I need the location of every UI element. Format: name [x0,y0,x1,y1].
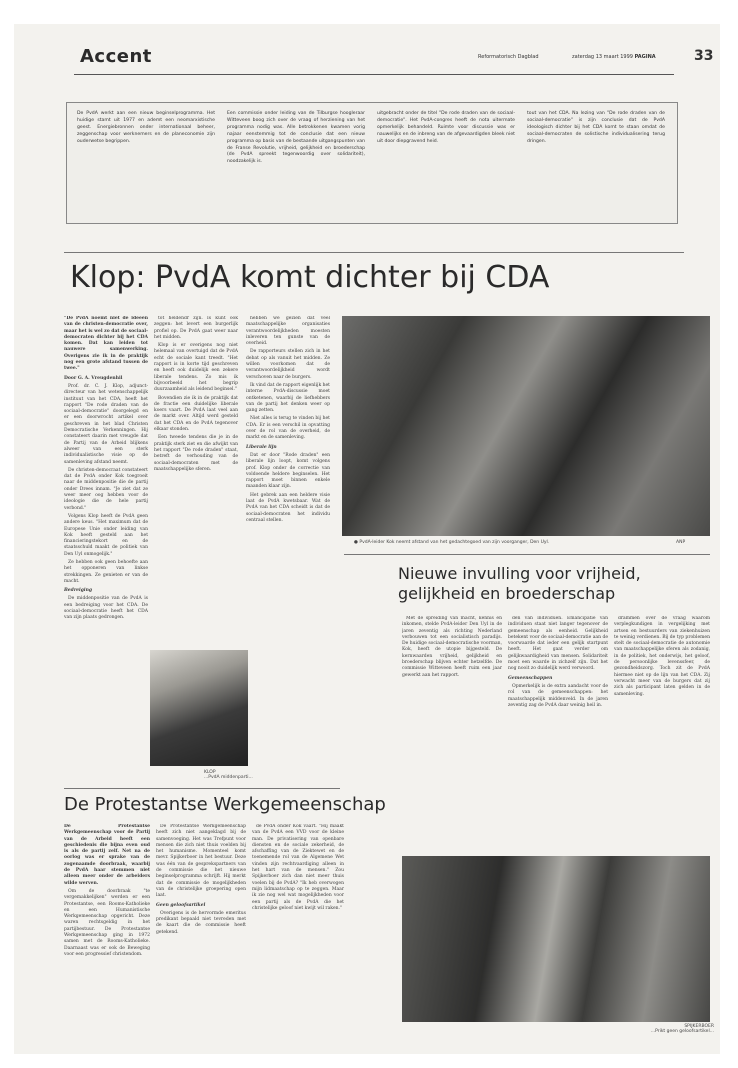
header-rule [74,74,674,75]
article1-paragraph: Bovendien zie ik in de praktijk dat de fractie een duidelijke liberale koers vaart. De PvdA laat veel aan de markt over. Altijd werd gesteld dat het CDA en de PvdA tegenover elkaar stonden. [154,395,238,433]
article1-lead: "De PvdA noemt niet de ideeën van de christen-democratie over, maar het is wel zo dat de sociaal-democraten dichter bij het CDA komen. Dat kan leiden tot nauwere samenwerking. Overigens zie ik in de praktijk nog een grote afstand tussen de twee." [64,316,148,372]
article1-paragraph: hebben we gezien dat veel maatschappelijke organisaties verantwoordelijkheden moesten inleveren ten gunste van de overheid. [246,316,330,347]
spijkerboer-photo-caption: SPIJKERBOER ...Prikt geen geloofsartikel... [650,1024,714,1034]
article1-paragraph: Ze hebben ook geen behoefte aan het opponeren van linkse strekkingen. Ze genieten er van de macht. [64,559,148,584]
article2-paragraph: den van individuen. Emancipatie van individuen staat niet langer tegenover de gemeenschap als eenheid. Gelijkheid betekent voor de sociaal-democratie aan de voorwaarde dat ieder een gelijk startpunt heeft. Het gaat verder om gelijkwaardigheid van mensen. Solidariteit moet een waarde in zichzelf zijn. Dat het nog nooit zo duidelijk werd verwoord. [508,616,608,672]
article3-paragraph: De Protestantse Werkgemeenschap heeft zich niet aangeklagd bij de samenvoeging. Het was Trefpunt voor mensen die zich niet thuis voelden bij het humanisme. Momenteel komt mevr. Spijkerboer in het bestuur. Deze was één van de gesprekspartners van de commissie die het nieuwe beginselprogramma schrijft. Hij merkt dat de commissie de mogelijkheden van de christelijke groepering open laat. [156,824,246,899]
article1-paragraph: Niet alles is terug te vinden bij het CDA. Er is een verschil in opvatting over de rol van de overheid, de markt en de samenleving. [246,416,330,441]
article2-paragraph: Met de spreiding van macht, kennis en inkomen, stelde PvdA-leider Den Uyl in de jaren zeventig als richting Nederland verbouwen tot een socialistisch paradijs. De huidige sociaal-democratische voorman, Kok, heeft de utopie bijgesteld. De kernwaarden vrijheid, gelijkheid en broederschap blijven echter hetzelfde. De commissie Witteveen heeft ruim een jaar gewerkt aan het rapport. [402,616,502,678]
article3-subhead: Geen geloofsartikel [156,902,206,908]
article1-subhead: Bedreiging [64,588,93,594]
article3-paragraph: de PvdA onder Kok vaart. "Hij maakt van de PvdA een VVD voor de kleine man. De privatisering van openbare diensten en de sociale zekerheid, de afschaffing van de Ziektewet en de toenemende rol van de Algemene Wet vinden zijn rechtvaardiging alleen in het hart van de mensen." Zou Spijkerboer zich dan niet meer thuis voelen bij de PvdA? "Ik heb overwogen mijn lidmaatschap op te zeggen. Maar ik zie nog wel wat mogelijkheden voor een partij als de PvdA die het christelijke geloof niet kwijt wil raken." [252,824,344,911]
article1-paragraph: Ik vind dat de rapport eigenlijk het interne PvdA-discussie moet ontketenen, waarbij de liefhebbers van de partij het denken weer op gang zetten. [246,382,330,414]
article2-column-2 [508,616,608,842]
article1-paragraph: Volgens Klop heeft de PvdA geen andere keus. "Het maximum dat de Europese Unie onder leiding van Kok heeft gesteld aan het financieringstekort en de staatsschuld maakt de politiek van Den Uyl onmogelijk." [64,513,148,557]
intro-column-1: De PvdA werkt aan een nieuw beginselprogramma. Het huidige stamt uit 1977 en ademt een neomarxistische geest. Energiebronnen onder internationaal beheer, zeggenschap voor werknemers en de planeconomie zijn ouderwetse begrippen. [77,111,215,144]
photo1-credit: ANP [676,540,686,545]
intro-column-3: uitgebracht onder de titel "De rode draden van de sociaal-democratie". Het PvdA-congres heeft de nota uitermate opmerkelijk behandeld. Ruimte voor discussie was er nauwelijks en de inbreng van de afgevaardigden bleek niet uit door diepgravend heid. [377,111,515,144]
article1-paragraph: De christen-democraat constateert dat de PvdA onder Kok toegroeit naar de middenpositie die de partij onder Drees innam. "Je ziet dat ze weer meer oog hebben voor de ideologie die de hele partij verbond." [64,467,148,511]
article2-headline: Nieuwe invulling voor vrijheid, gelijkheid en broederschap [398,564,641,603]
newspaper-page [14,24,720,1054]
spijkerboer-photo [402,856,710,1022]
article3-headline: De Protestantse Werkgemeenschap [64,794,386,815]
article3-rule [64,788,340,789]
kok-den-uyl-photo [342,316,710,536]
article1-paragraph: De middenpositie van de PvdA is een bedreiging voor het CDA. De sociaal-democratie heeft het CDA van zijn plaats gedrongen. [64,596,148,621]
article2-rule [344,554,710,555]
article1-paragraph: Een tweede tendens die je in de praktijk sterk ziet en die afwijkt van het rapport "De rode draden" staat, betreft de verhouding van de sociaal-democraten met de maatschappelijke sferen. [154,435,238,472]
headline-rule [64,252,684,253]
article1-paragraph: Klop is er overigens nog niet helemaal van overtuigd dat de PvdA echt de sociale kant treedt. "Het rapport is in korte tijd geschreven en heeft ook duidelijk een zekere liberale tendens. Zo mis ik bijvoorbeeld het begrip duurzaamheid als leidend beginsel." [154,343,238,393]
intro-box [66,102,678,224]
article1-paragraph: Dat er door "Rode draden" een liberale lijn loopt, komt volgens prof. Klop onder de correctie van voldoende heldere beginselen. Het rapport moet binnen enkele maanden klaar zijn. [246,452,330,490]
page-number: 33 [694,48,714,64]
article1-subhead-liberale: Liberale lijn [246,444,277,450]
photo1-caption: ● PvdA-leider Kok neemt afstand van het gedachtegoed van zijn voorganger, Den Uyl. [354,540,550,545]
article1-column-2 [154,316,238,650]
article3-column-2 [156,824,246,1046]
main-headline: Klop: PvdA komt dichter bij CDA [70,260,550,295]
intro-column-4: tout van het CDA. Na lezing van "De rode draden van de sociaal-democratie" is zijn conclusie dat de PvdA ideologisch dichter bij het CDA komt te staan omdat de sociaal-democraten de solistische individualisering terug dringen. [527,111,665,144]
article1-byline: Door G. A. Vreugdenhil [64,375,123,381]
klop-photo [150,650,248,766]
article3-column-1 [64,824,150,1046]
article1-column-3 [246,316,330,786]
issue-date: zaterdag 13 maart 1999 PAGINA [572,54,656,60]
intro-column-2: Een commissie onder leiding van de Tilburgse hoogleraar Witteveen boog zich over de vraag of herziening van het programma nodig was. Alle betrokkenen kwamen vorig najaar eenstemmig tot de conclusie dat een nieuw programma op basis van de bestaande uitgangspunten van de Franse Revolutie, vrijheid, gelijkheid en broederschap (de PvdA spreekt tegenwoordig over solidariteit), noodzakelijk is. [227,111,365,165]
publication-name: Reformatorisch Dagblad [478,54,539,60]
article1-column-1 [64,316,148,786]
article2-column-3 [614,616,710,842]
article3-lead: De Protestantse Werkgemeenschap voor de Partij van de Arbeid heeft een geschiedenis die bijna even oud is als de partij zelf. Net na de oorlog was er sprake van de zogenaamde doorbraak, waarbij de PvdA haar stemmen niet alleen meer onder de arbeiders wilde werven. [64,824,150,886]
article2-subhead: Gemeenschappen [508,675,553,681]
section-title: Accent [80,46,152,67]
article1-paragraph: Prof. dr. C. J. Klop, adjunct-directeur van het wetenschappelijk instituut van het CDA, heeft het rapport "De rode draden van de sociaal-democratie" doorgelegd en er een doorwrocht artikel over geschreven in het blad Christen Democratische Verkenningen. Hij constateert daarin met vreugde dat de Partij van de Arbeid blijkens alweer van een sterk individualistische visie op de samenleving afstand neemt. [64,383,148,465]
klop-photo-caption: KLOP ...PvdA middenparti... [204,770,253,780]
article2-paragraph: drammen over de vraag waarom verplegkundigen in vergelijking met artsen en bestuurders van ziekenhuizen te weinig verdienen. Bij de typ problemen stelt de sociaal-democratie de autonomie van maatschappelijke sferen als zodanig, in de politiek, het onderwijs, het geloof, de persoonlijke levenssfeer, de gezondheidszorg. Toch zit de PvdA hiermee niet op de lijn van het CDA. Zij verwacht meer van de burgers dat zij zich als participant laten gelden in de samenleving. [614,616,710,697]
article2-paragraph: Opmerkelijk is de extra aandacht voor de rol van de gemeenschappen: het maatschappelijk middenveld. In de jaren zeventig zag de PvdA daar weinig heil in. [508,683,608,708]
article2-column-1 [402,616,502,842]
article3-paragraph: Om de doorbraak "te vergemakkelijken" werden er een Protestantse, een Rooms-Katholieke en een Humanistische Werkgemeenschap opgericht. Deze waren rechtsgeldig in het partijbestuur. De Protestantse Werkgemeenschap ging in 1972 samen met de Rooms-Katholieke. Daarnaast was er ook de Beweging voor een progressief christendom. [64,888,150,957]
article3-paragraph: Overigens is de hervormde emeritus predikant bepaald niet tevreden met de kaart die de commissie heeft getekend. [156,910,246,935]
article1-paragraph: De rapporteurs stellen zich in het debat op als vanuit het midden. Ze willen voorkomen dat de verantwoordelijkheid wordt verschoven naar de burgers. [246,349,330,380]
article3-column-3 [252,824,344,1046]
article1-paragraph: Het gebrek aan een heldere visie laat de PvdA kwetsbaar. Wat de PvdA van het CDA scheidt is dat de sociaal-democraten het individu centraal stellen. [246,492,330,523]
article1-paragraph: tot heldendr zijn. Is kunt ook zeggen: het levert een burgerlijk profiel op. De PvdA gaat weer naar het midden. [154,316,238,340]
